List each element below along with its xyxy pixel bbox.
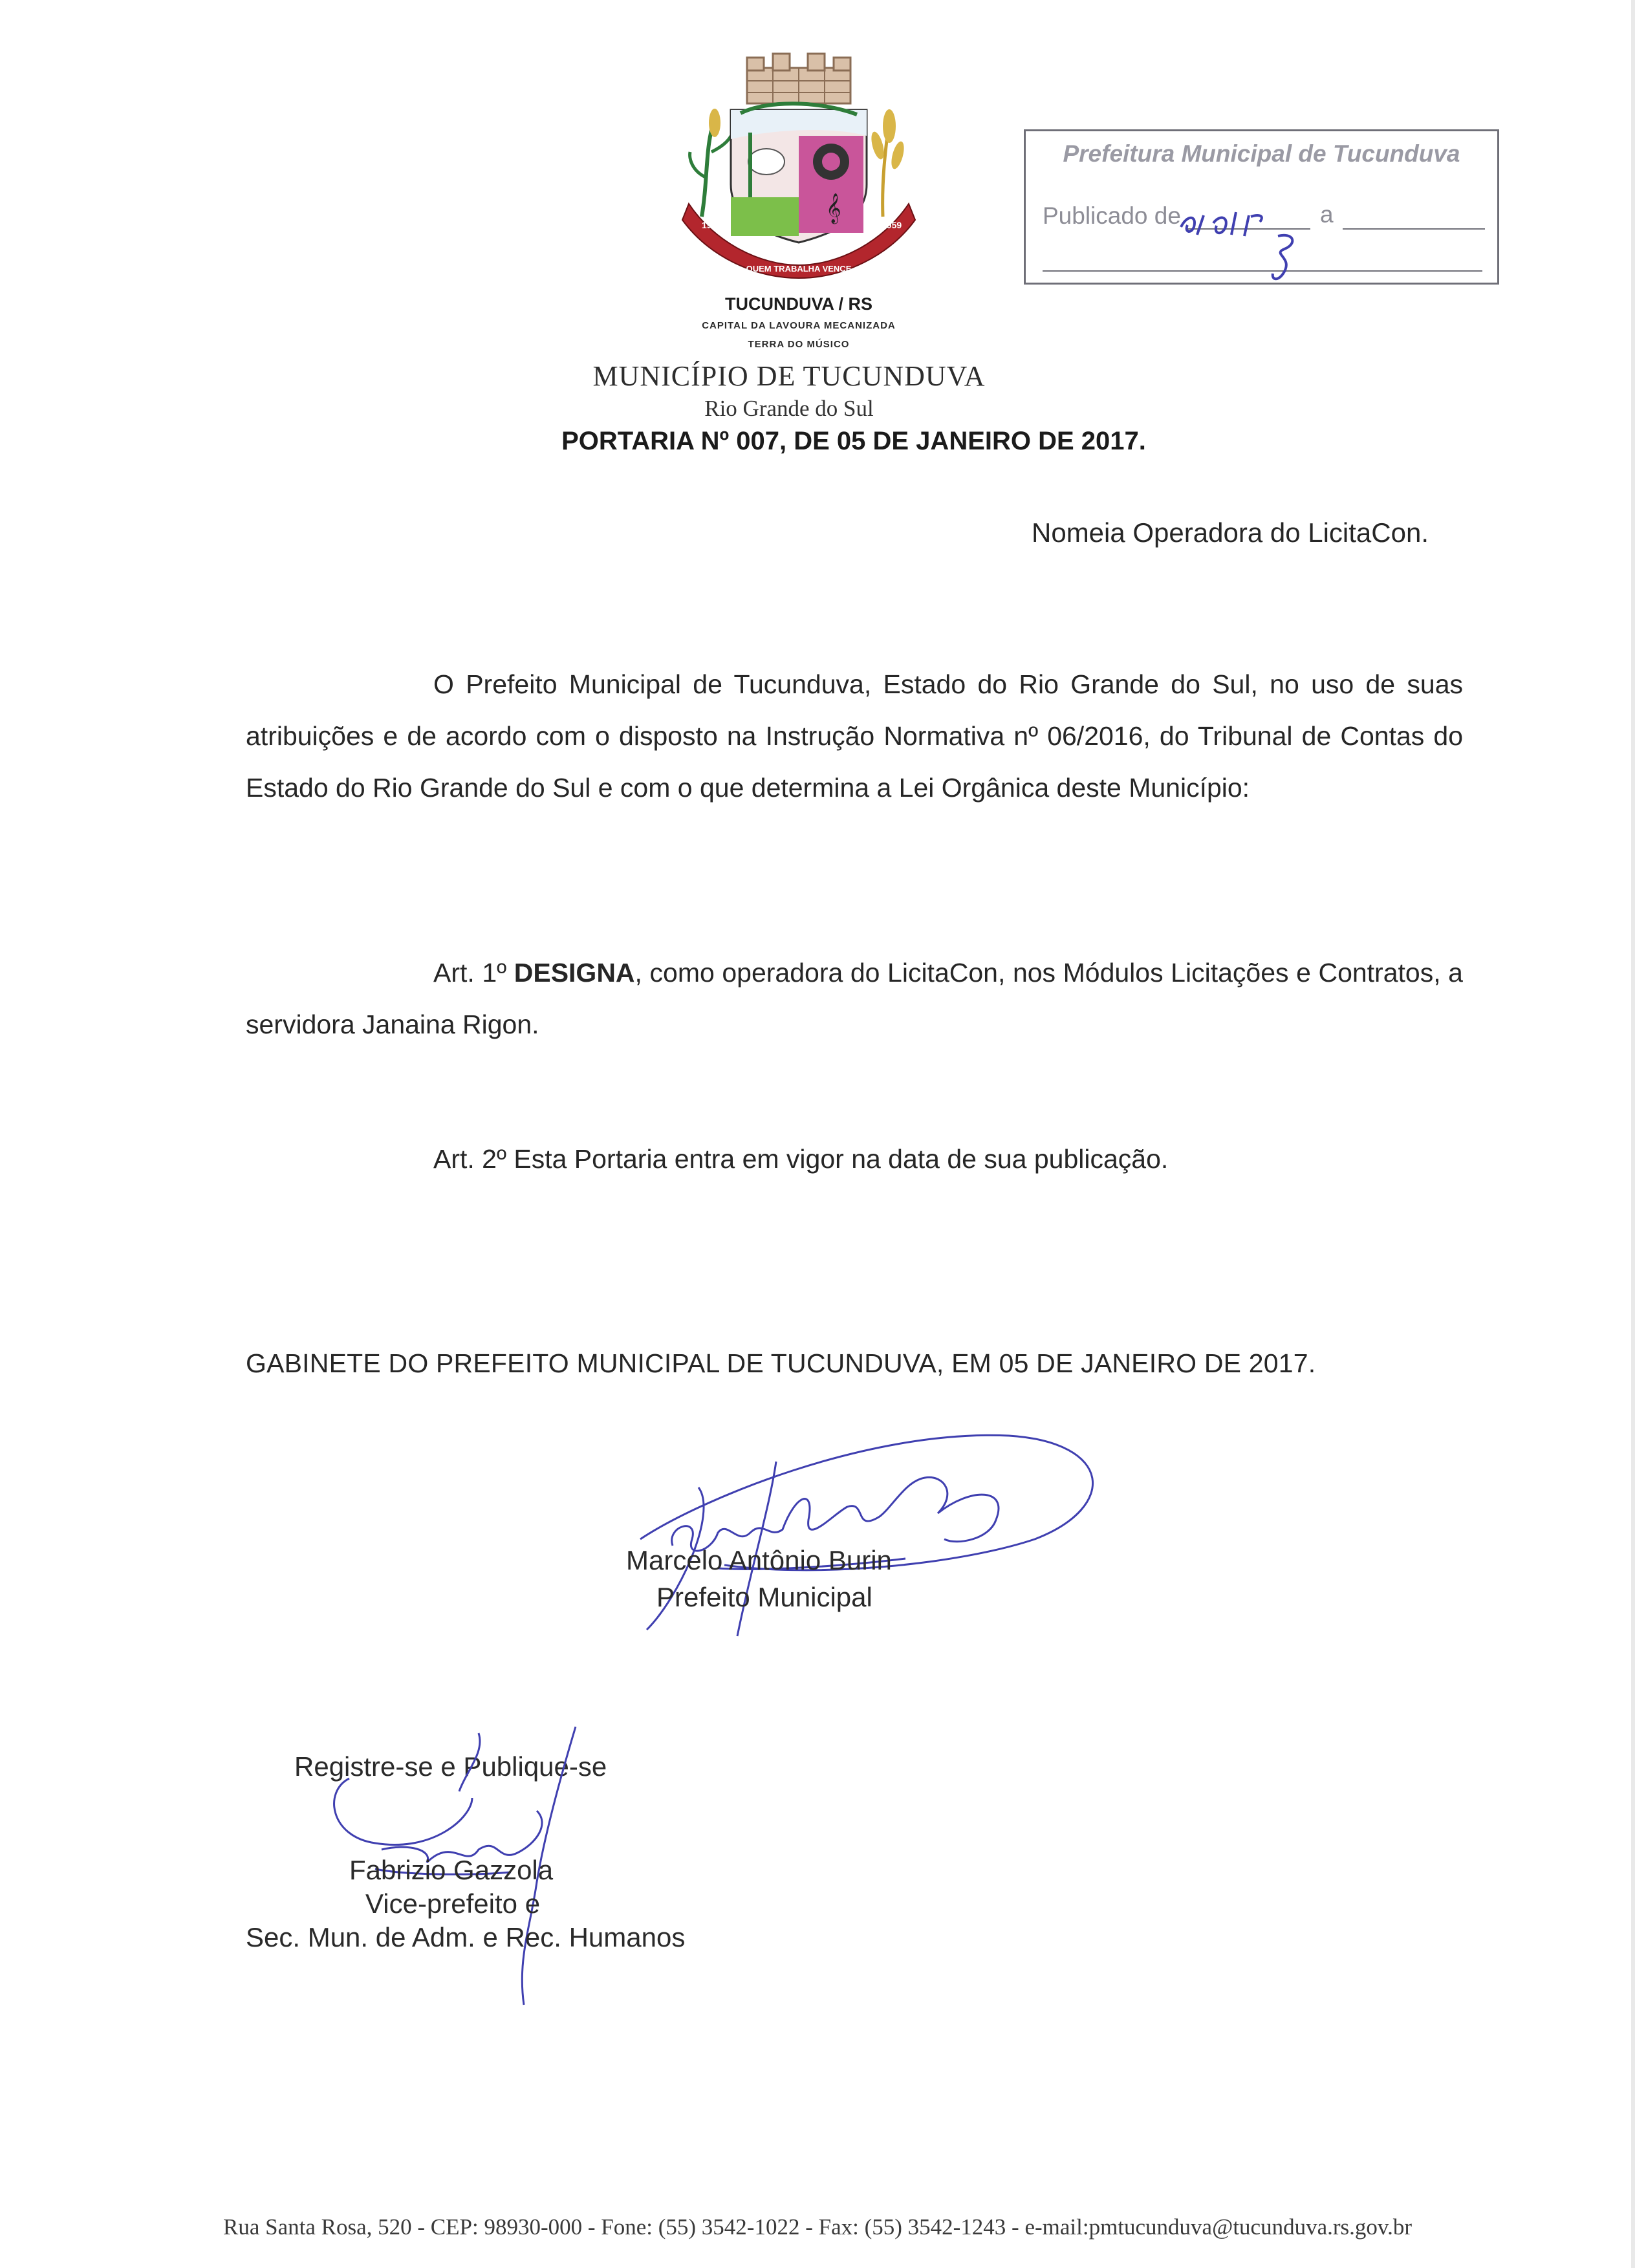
preamble-text: O Prefeito Municipal de Tucunduva, Estado do Rio Grande do Sul, no uso de suas atribuições e de acordo com o disposto na Instrução Normativa nº 06/2016, do Tribunal de Contas do Estado do Rio Grande do Sul e com o que determina a Lei Orgânica deste Município: [246, 669, 1463, 803]
municipality-name: MUNICÍPIO DE TUCUNDUVA [592, 360, 986, 392]
stamp-date-line-end [1343, 228, 1485, 230]
closing-statement: GABINETE DO PREFEITO MUNICIPAL DE TUCUNDUVA, EM 05 DE JANEIRO DE 2017. [246, 1348, 1316, 1378]
svg-text:QUEM TRABALHA VENCE: QUEM TRABALHA VENCE [746, 264, 852, 274]
vice-mayor-secretariat: Sec. Mun. de Adm. e Rec. Humanos [246, 1922, 686, 1952]
svg-text:𝄞: 𝄞 [826, 193, 841, 223]
stamp-label: Publicado de [1043, 202, 1181, 229]
vice-mayor-role: Vice-prefeito e [365, 1888, 541, 1919]
article-1 [246, 947, 1463, 1050]
mural-crown [747, 54, 850, 103]
crest-motto-line1: CAPITAL DA LAVOURA MECANIZADA [702, 320, 896, 331]
coat-of-arms-emblem [676, 49, 922, 281]
corn-stalk [690, 109, 734, 217]
state-name: Rio Grande do Sul [704, 396, 874, 421]
article-2-label: Art. 2º [433, 1144, 506, 1174]
stamp-handwritten-date [1175, 177, 1343, 286]
article-1-text: , como operadora do LicitaCon, nos Módulos Licitações e Contratos, a servidora Janaina Rigon. [246, 958, 1463, 1039]
mayor-name: Marcelo Antônio Burin [626, 1545, 892, 1575]
article-1-keyword: DESIGNA [514, 958, 635, 988]
crest-motto-line2: TERRA DO MÚSICO [748, 339, 850, 350]
shield [731, 103, 867, 243]
vice-mayor-name: Fabrizio Gazzola [349, 1855, 554, 1885]
publication-stamp [1024, 129, 1499, 285]
wheat-sheaf [869, 109, 907, 217]
svg-text:1959: 1959 [882, 220, 902, 230]
stamp-title: Prefeitura Municipal de Tucunduva [1063, 140, 1460, 167]
footer-contact: Rua Santa Rosa, 520 - CEP: 98930-000 - Fone: (55) 3542-1022 - Fax: (55) 3542-1243 - e-mail:pmtucunduva@tucunduva.rs.gov.br [222, 2214, 1413, 2240]
document-title: PORTARIA Nº 007, DE 05 DE JANEIRO DE 2017. [561, 427, 1146, 455]
mayor-role: Prefeito Municipal [656, 1582, 872, 1612]
crest-city-label: TUCUNDUVA / RS [725, 294, 872, 314]
ementa: Nomeia Operadora do LicitaCon. [1032, 517, 1429, 548]
preamble-paragraph [246, 658, 1463, 814]
article-1-label: Art. 1º [433, 958, 507, 988]
registration-instruction: Registre-se e Publique-se [294, 1751, 607, 1782]
stamp-separator: a [1320, 201, 1334, 228]
article-2 [246, 1133, 1463, 1185]
page-edge [1631, 0, 1635, 2268]
article-2-text: Esta Portaria entra em vigor na data de sua publicação. [514, 1144, 1169, 1174]
svg-text:1954: 1954 [702, 220, 722, 230]
